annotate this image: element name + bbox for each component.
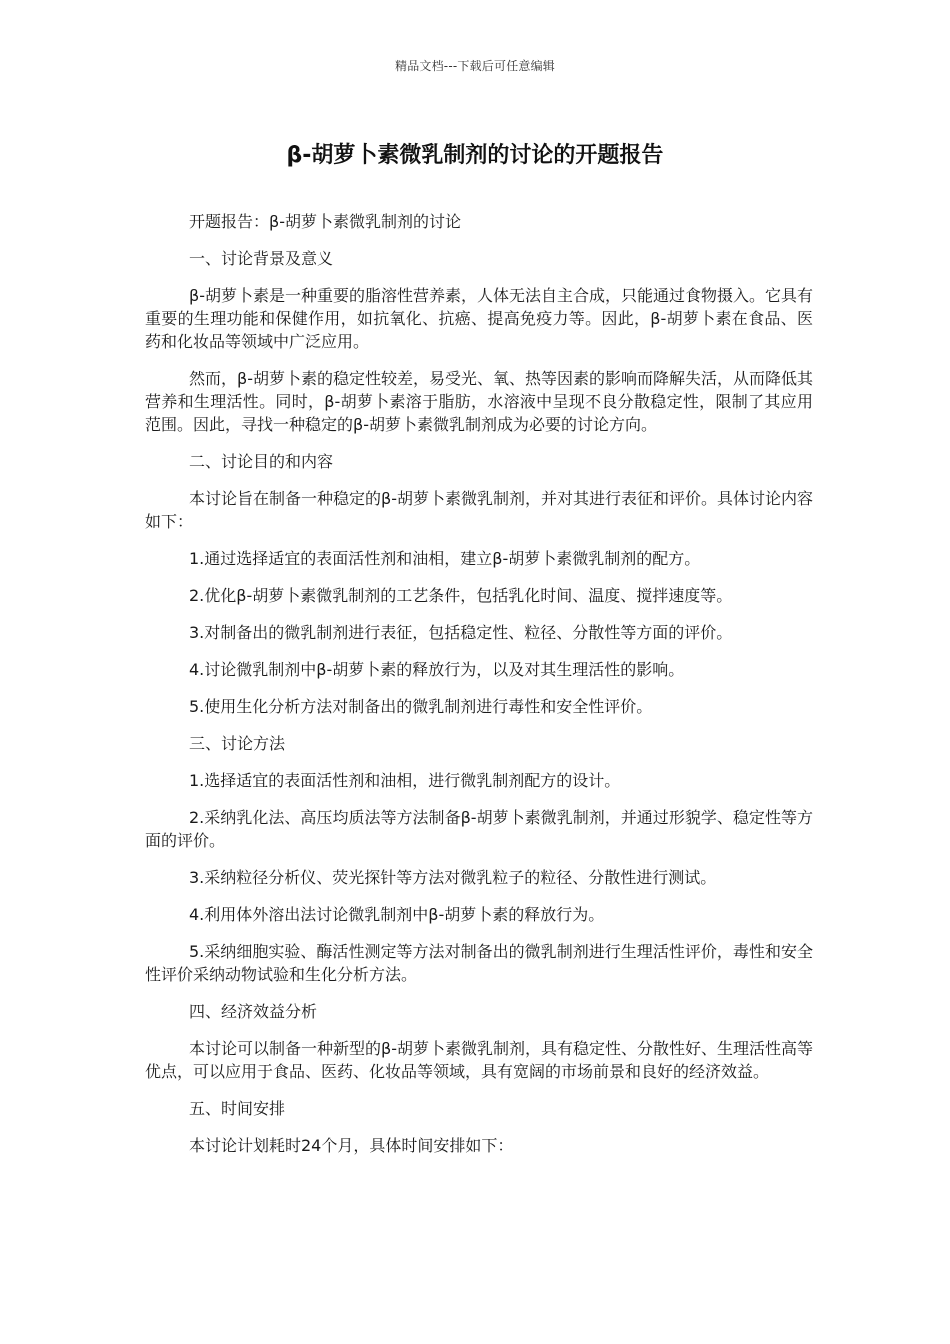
list-item: 1.通过选择适宜的表面活性剂和油相，建立β-胡萝卜素微乳制剂的配方。: [189, 549, 701, 568]
section-heading-schedule: 五、时间安排: [189, 1099, 286, 1118]
list-item: 5.使用生化分析方法对制备出的微乳制剂进行毒性和安全性评价。: [189, 697, 653, 716]
section-heading-objectives: 二、讨论目的和内容: [189, 452, 334, 471]
list-item: 3.对制备出的微乳制剂进行表征，包括稳定性、粒径、分散性等方面的评价。: [189, 623, 733, 642]
list-item: 4.讨论微乳制剂中β-胡萝卜素的释放行为，以及对其生理活性的影响。: [189, 660, 685, 679]
report-subject-line: 开题报告：β-胡萝卜素微乳制剂的讨论: [189, 212, 461, 231]
document-title: β-胡萝卜素微乳制剂的讨论的开题报告: [286, 143, 664, 168]
body-paragraph: β-胡萝卜素是一种重要的脂溶性营养素，人体无法自主合成，只能通过食物摄入。它具有重要的生理功能和保健作用，如抗氧化、抗癌、提高免疫力等。因此，β-胡萝卜素在食品、医药和化妆品等领域中广泛应用。: [145, 286, 813, 351]
body-paragraph: 本讨论旨在制备一种稳定的β-胡萝卜素微乳制剂，并对其进行表征和评价。具体讨论内容如下：: [145, 489, 813, 531]
list-item: 2.采纳乳化法、高压均质法等方法制备β-胡萝卜素微乳制剂，并通过形貌学、稳定性等方面的评价。: [145, 808, 813, 850]
list-item: 2.优化β-胡萝卜素微乳制剂的工艺条件，包括乳化时间、温度、搅拌速度等。: [189, 586, 733, 605]
section-heading-background: 一、讨论背景及意义: [189, 249, 334, 268]
body-paragraph: 然而，β-胡萝卜素的稳定性较差，易受光、氧、热等因素的影响而降解失活，从而降低其营养和生理活性。同时，β-胡萝卜素溶于脂肪，水溶液中呈现不良分散稳定性，限制了其应用范围。因此，寻找一种稳定的β-胡萝卜素微乳制剂成为必要的讨论方向。: [145, 369, 813, 434]
body-paragraph: 本讨论可以制备一种新型的β-胡萝卜素微乳制剂，具有稳定性、分散性好、生理活性高等优点，可以应用于食品、医药、化妆品等领域，具有宽阔的市场前景和良好的经济效益。: [145, 1039, 813, 1081]
list-item: 4.利用体外溶出法讨论微乳制剂中β-胡萝卜素的释放行为。: [189, 905, 605, 924]
list-item: 5.采纳细胞实验、酶活性测定等方法对制备出的微乳制剂进行生理活性评价，毒性和安全性评价采纳动物试验和生化分析方法。: [145, 942, 813, 984]
document-body: [145, 210, 813, 1171]
header-note: 精品文档---下载后可任意编辑: [395, 59, 555, 73]
body-paragraph: 本讨论计划耗时24个月，具体时间安排如下：: [189, 1136, 514, 1155]
section-heading-methods: 三、讨论方法: [189, 734, 286, 753]
section-heading-economics: 四、经济效益分析: [189, 1002, 318, 1021]
list-item: 3.采纳粒径分析仪、荧光探针等方法对微乳粒子的粒径、分散性进行测试。: [189, 868, 717, 887]
list-item: 1.选择适宜的表面活性剂和油相，进行微乳制剂配方的设计。: [189, 771, 621, 790]
